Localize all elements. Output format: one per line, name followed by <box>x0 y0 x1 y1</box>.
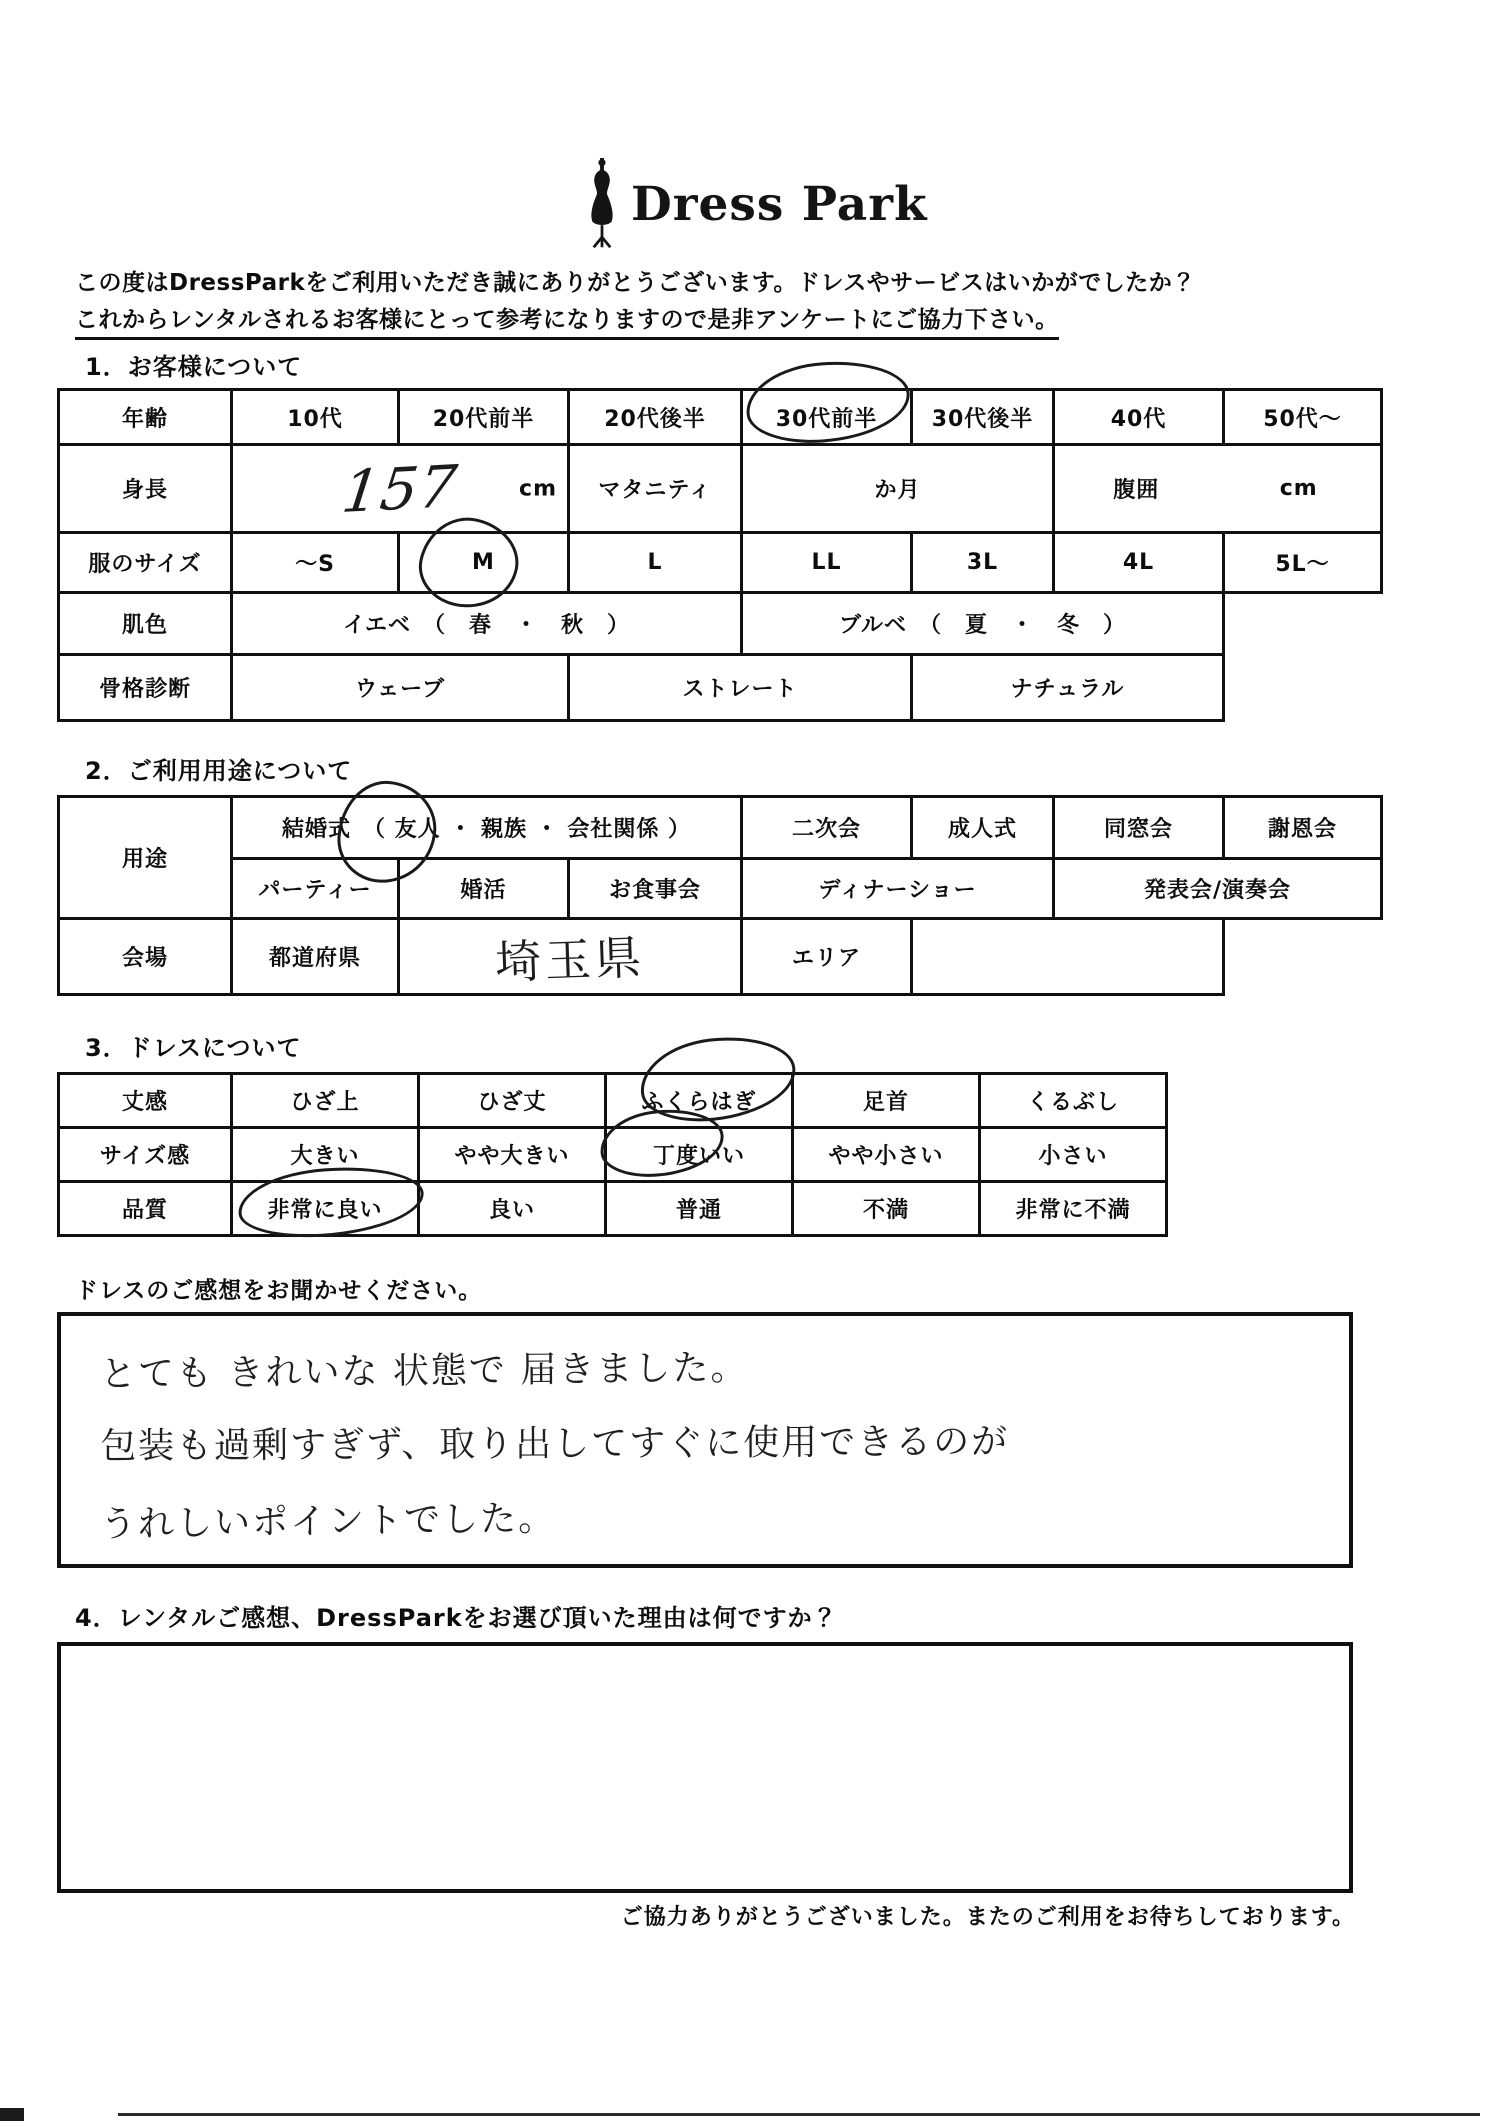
handwritten-feedback <box>99 1340 1300 1546</box>
area-value-cell <box>912 919 1224 995</box>
length-label-cell: 丈感 <box>59 1074 232 1128</box>
age-option-cell: 30代後半 <box>912 390 1054 445</box>
age-option-cell: 10代 <box>232 390 399 445</box>
age-label-cell: 年齢 <box>59 390 232 445</box>
age-option-cell: 40代 <box>1054 390 1224 445</box>
usage-row-1 <box>59 797 1382 859</box>
quality-option-cell: 普通 <box>606 1182 793 1236</box>
size-option-cell-selected: M <box>399 533 569 593</box>
length-option-cell: 足首 <box>793 1074 980 1128</box>
wedding-cell <box>232 797 742 859</box>
empty-cell <box>1224 593 1382 655</box>
length-option-cell: ひざ上 <box>232 1074 419 1128</box>
waist-cell <box>1054 445 1382 533</box>
skin-label-cell: 肌色 <box>59 593 232 655</box>
age-row <box>59 390 1382 445</box>
quality-option-cell-selected: 非常に良い <box>232 1182 419 1236</box>
quality-row <box>59 1182 1167 1236</box>
fit-label-cell: サイズ感 <box>59 1128 232 1182</box>
fit-option-cell: やや大きい <box>419 1128 606 1182</box>
handwritten-feedback-line: うれしいポイントでした。 <box>99 1498 557 1546</box>
skin-blue-cell: ブルベ （ 夏 ・ 冬 ） <box>742 593 1224 655</box>
handwritten-prefecture: 埼玉県 <box>494 929 647 990</box>
age-option-cell-selected: 30代前半 <box>742 390 912 445</box>
section4-heading: 4．レンタルご感想、DressParkをお選び頂いた理由は何ですか？ <box>75 1604 838 1632</box>
frame-option-cell: ウェーブ <box>232 655 569 721</box>
dress-table <box>57 1072 1168 1237</box>
height-unit: cm <box>519 476 557 501</box>
size-option-cell: ～S <box>232 533 399 593</box>
intro-line-1: この度はDressParkをご利用いただき誠にありがとうございます。ドレスやサービスはいかがでしたか？ <box>75 270 1196 296</box>
empty-cell <box>1224 655 1382 721</box>
wedding-suffix: ・ 親族 ・ 会社関係 ） <box>440 817 691 842</box>
usage-option-cell: 二次会 <box>742 797 912 859</box>
intro-line-2-underlined: これからレンタルされるお客様にとって参考になりますので是非アンケートにご協力下さい。 <box>75 301 1059 340</box>
venue-row <box>59 919 1382 995</box>
height-row <box>59 445 1382 533</box>
usage-option-cell: 成人式 <box>912 797 1054 859</box>
prefecture-label-cell: 都道府県 <box>232 919 399 995</box>
size-option-cell: 4L <box>1054 533 1224 593</box>
fit-option-cell: 大きい <box>232 1128 419 1182</box>
usage-option-cell: 謝恩会 <box>1224 797 1382 859</box>
usage-row-2 <box>59 859 1382 919</box>
maternity-months-cell: か月 <box>742 445 1054 533</box>
length-option-cell: くるぶし <box>980 1074 1167 1128</box>
handwritten-height-value: 157 <box>338 451 462 526</box>
size-option-cell: LL <box>742 533 912 593</box>
fit-option-cell-selected: 丁度いい <box>606 1128 793 1182</box>
frame-option-cell: ストレート <box>569 655 912 721</box>
area-label-cell: エリア <box>742 919 912 995</box>
brand-name: Dress Park <box>631 176 928 232</box>
length-option-cell-selected: ふくらはぎ <box>606 1074 793 1128</box>
usage-option-cell: 婚活 <box>399 859 569 919</box>
quality-option-cell: 不満 <box>793 1182 980 1236</box>
frame-row <box>59 655 1382 721</box>
customer-table <box>57 388 1383 722</box>
waist-unit: cm <box>1279 476 1318 501</box>
age-option-cell: 20代後半 <box>569 390 742 445</box>
waist-label: 腹囲 <box>1113 478 1160 503</box>
frame-label-cell: 骨格診断 <box>59 655 232 721</box>
section2-heading: 2．ご利用用途について <box>85 757 353 785</box>
scan-artifact-blob <box>0 2108 24 2121</box>
reason-box <box>57 1642 1353 1893</box>
size-option-cell: 5L～ <box>1224 533 1382 593</box>
quality-option-cell: 非常に不満 <box>980 1182 1167 1236</box>
maternity-label-cell: マタニティ <box>569 445 742 533</box>
size-option-cell: 3L <box>912 533 1054 593</box>
usage-table <box>57 795 1383 996</box>
quality-option-cell: 良い <box>419 1182 606 1236</box>
usage-option-cell: パーティー <box>232 859 399 919</box>
usage-option-cell: 発表会/演奏会 <box>1054 859 1382 919</box>
empty-cell <box>1224 919 1382 995</box>
height-value-cell <box>232 445 569 533</box>
usage-option-cell: 同窓会 <box>1054 797 1224 859</box>
usage-label-cell: 用途 <box>59 797 232 919</box>
venue-label-cell: 会場 <box>59 919 232 995</box>
size-label-cell: 服のサイズ <box>59 533 232 593</box>
fit-option-cell: やや小さい <box>793 1128 980 1182</box>
section1-heading: 1．お客様について <box>85 353 303 381</box>
skin-yellow-cell: イエベ （ 春 ・ 秋 ） <box>232 593 742 655</box>
size-row <box>59 533 1382 593</box>
age-option-cell: 20代前半 <box>399 390 569 445</box>
length-option-cell: ひざ丈 <box>419 1074 606 1128</box>
fit-row <box>59 1128 1167 1182</box>
scan-artifact-line <box>118 2113 1480 2116</box>
prefecture-value-cell <box>399 919 742 995</box>
wedding-selected: 友人 <box>394 817 441 842</box>
length-row <box>59 1074 1167 1128</box>
dress-silhouette-icon <box>583 158 621 250</box>
footer-thanks: ご協力ありがとうございました。またのご利用をお待ちしております。 <box>620 1905 1355 1930</box>
frame-option-cell: ナチュラル <box>912 655 1224 721</box>
skin-row <box>59 593 1382 655</box>
usage-option-cell: お食事会 <box>569 859 742 919</box>
feedback-label: ドレスのご感想をお聞かせください。 <box>75 1278 483 1304</box>
age-option-cell: 50代～ <box>1224 390 1382 445</box>
size-option-cell: L <box>569 533 742 593</box>
usage-option-cell: ディナーショー <box>742 859 1054 919</box>
wedding-prefix: 結婚式 （ <box>282 817 395 842</box>
handwritten-feedback-line: とても きれいな 状態で 届きました。 <box>99 1347 749 1396</box>
section3-heading: 3．ドレスについて <box>85 1034 302 1062</box>
fit-option-cell: 小さい <box>980 1128 1167 1182</box>
logo <box>583 158 928 250</box>
handwritten-feedback-line: 包装も過剰すぎず、取り出してすぐに使用できるのが <box>99 1421 1010 1468</box>
quality-label-cell: 品質 <box>59 1182 232 1236</box>
height-label-cell: 身長 <box>59 445 232 533</box>
